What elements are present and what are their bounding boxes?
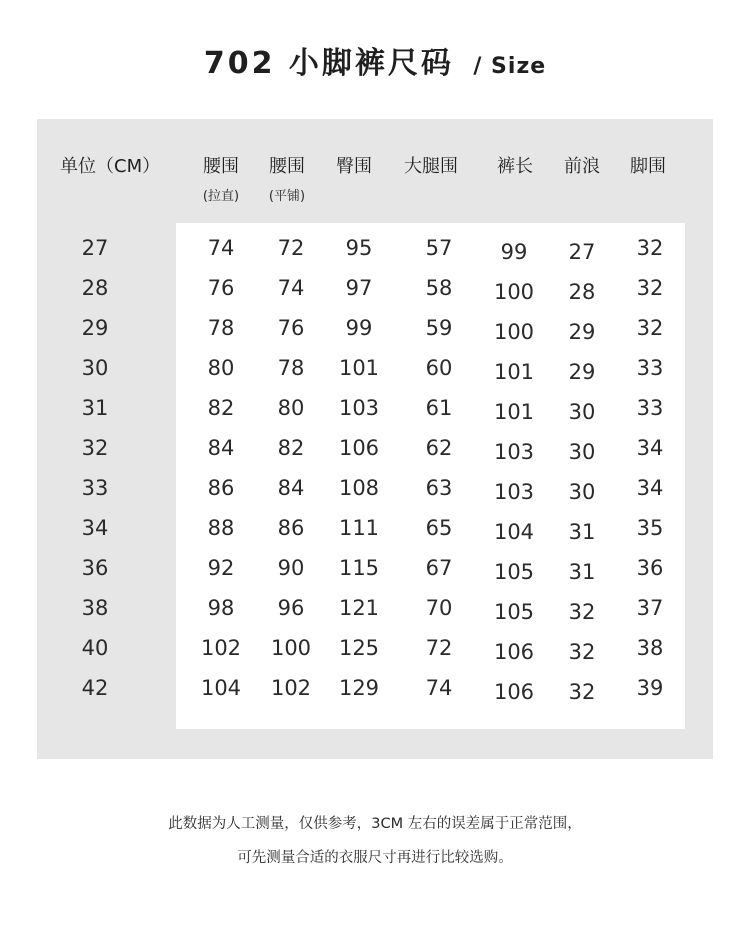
table-row: [0, 236, 750, 276]
cell-front-rise: 32: [568, 680, 596, 704]
cell-leg-opening: 33: [636, 396, 664, 420]
cell-hip: 99: [345, 316, 373, 340]
title-size: / Size: [473, 54, 547, 79]
cell-leg-opening: 39: [636, 676, 664, 700]
cell-length: 105: [493, 560, 535, 584]
cell-hip: 97: [345, 276, 373, 300]
table-row: [0, 396, 750, 436]
cell-length: 103: [493, 440, 535, 464]
cell-thigh: 59: [425, 316, 453, 340]
cell-length: 99: [500, 240, 528, 264]
cell-thigh: 67: [425, 556, 453, 580]
cell-waist-stretched: 98: [207, 596, 235, 620]
header-front-rise: 前浪: [564, 156, 600, 177]
cell-waist-stretched: 104: [200, 676, 242, 700]
cell-front-rise: 28: [568, 280, 596, 304]
cell-thigh: 62: [425, 436, 453, 460]
table-row: [0, 436, 750, 476]
cell-hip: 108: [338, 476, 380, 500]
cell-front-rise: 31: [568, 520, 596, 544]
cell-waist-flat: 76: [277, 316, 305, 340]
cell-waist-stretched: 82: [207, 396, 235, 420]
cell-size: 32: [81, 436, 109, 460]
table-row: [0, 596, 750, 636]
cell-leg-opening: 36: [636, 556, 664, 580]
cell-waist-stretched: 88: [207, 516, 235, 540]
cell-waist-flat: 82: [277, 436, 305, 460]
cell-length: 101: [493, 360, 535, 384]
cell-size: 33: [81, 476, 109, 500]
table-row: [0, 516, 750, 556]
cell-front-rise: 29: [568, 320, 596, 344]
cell-hip: 111: [338, 516, 380, 540]
cell-length: 105: [493, 600, 535, 624]
cell-size: 29: [81, 316, 109, 340]
cell-leg-opening: 34: [636, 436, 664, 460]
cell-front-rise: 32: [568, 640, 596, 664]
cell-length: 101: [493, 400, 535, 424]
cell-front-rise: 30: [568, 400, 596, 424]
cell-waist-flat: 90: [277, 556, 305, 580]
cell-front-rise: 29: [568, 360, 596, 384]
cell-thigh: 70: [425, 596, 453, 620]
cell-hip: 115: [338, 556, 380, 580]
cell-size: 28: [81, 276, 109, 300]
cell-waist-flat: 100: [270, 636, 312, 660]
table-row: [0, 556, 750, 596]
header-waist-flat: 腰围: [269, 156, 305, 177]
cell-waist-flat: 72: [277, 236, 305, 260]
cell-length: 100: [493, 280, 535, 304]
header-unit: 单位（CM）: [60, 156, 161, 177]
cell-thigh: 74: [425, 676, 453, 700]
cell-leg-opening: 33: [636, 356, 664, 380]
cell-front-rise: 27: [568, 240, 596, 264]
table-row: [0, 476, 750, 516]
cell-length: 100: [493, 320, 535, 344]
cell-waist-flat: 80: [277, 396, 305, 420]
cell-front-rise: 32: [568, 600, 596, 624]
cell-size: 42: [81, 676, 109, 700]
header-waist-stretched-sub: (拉直): [202, 189, 240, 204]
cell-waist-flat: 74: [277, 276, 305, 300]
cell-size: 38: [81, 596, 109, 620]
cell-waist-flat: 86: [277, 516, 305, 540]
header-leg-opening: 脚围: [630, 156, 666, 177]
cell-waist-stretched: 86: [207, 476, 235, 500]
cell-hip: 129: [338, 676, 380, 700]
cell-hip: 95: [345, 236, 373, 260]
cell-waist-stretched: 74: [207, 236, 235, 260]
cell-length: 104: [493, 520, 535, 544]
cell-waist-flat: 96: [277, 596, 305, 620]
cell-waist-stretched: 78: [207, 316, 235, 340]
table-row: [0, 636, 750, 676]
disclaimer-line-2: 可先测量合适的衣服尺寸再进行比较选购。: [237, 850, 513, 866]
cell-leg-opening: 38: [636, 636, 664, 660]
cell-leg-opening: 35: [636, 516, 664, 540]
header-length: 裤长: [497, 156, 533, 177]
disclaimer-line-1: 此数据为人工测量，仅供参考，3CM 左右的误差属于正常范围，: [168, 816, 582, 832]
cell-waist-stretched: 84: [207, 436, 235, 460]
cell-leg-opening: 32: [636, 236, 664, 260]
header-thigh: 大腿围: [404, 156, 458, 177]
cell-length: 106: [493, 680, 535, 704]
cell-hip: 101: [338, 356, 380, 380]
table-row: [0, 676, 750, 716]
cell-thigh: 57: [425, 236, 453, 260]
cell-leg-opening: 32: [636, 316, 664, 340]
cell-thigh: 58: [425, 276, 453, 300]
cell-hip: 103: [338, 396, 380, 420]
cell-waist-stretched: 92: [207, 556, 235, 580]
cell-waist-flat: 84: [277, 476, 305, 500]
title-main: 702 小脚裤尺码: [203, 46, 454, 81]
cell-front-rise: 30: [568, 440, 596, 464]
cell-thigh: 61: [425, 396, 453, 420]
cell-thigh: 63: [425, 476, 453, 500]
cell-front-rise: 30: [568, 480, 596, 504]
page-title: [0, 38, 750, 82]
cell-thigh: 72: [425, 636, 453, 660]
cell-thigh: 60: [425, 356, 453, 380]
cell-hip: 106: [338, 436, 380, 460]
cell-waist-stretched: 80: [207, 356, 235, 380]
header-waist-stretched: 腰围: [203, 156, 239, 177]
table-row: [0, 316, 750, 356]
cell-waist-flat: 102: [270, 676, 312, 700]
header-waist-flat-sub: (平铺): [268, 189, 306, 204]
size-chart-rows: [0, 236, 750, 716]
table-row: [0, 356, 750, 396]
cell-leg-opening: 34: [636, 476, 664, 500]
cell-size: 34: [81, 516, 109, 540]
cell-waist-flat: 78: [277, 356, 305, 380]
cell-size: 36: [81, 556, 109, 580]
cell-length: 103: [493, 480, 535, 504]
cell-leg-opening: 32: [636, 276, 664, 300]
cell-front-rise: 31: [568, 560, 596, 584]
table-row: [0, 276, 750, 316]
cell-size: 40: [81, 636, 109, 660]
cell-waist-stretched: 76: [207, 276, 235, 300]
cell-hip: 125: [338, 636, 380, 660]
cell-size: 31: [81, 396, 109, 420]
cell-thigh: 65: [425, 516, 453, 540]
cell-size: 27: [81, 236, 109, 260]
cell-hip: 121: [338, 596, 380, 620]
cell-waist-stretched: 102: [200, 636, 242, 660]
cell-leg-opening: 37: [636, 596, 664, 620]
cell-length: 106: [493, 640, 535, 664]
header-hip: 臀围: [336, 156, 372, 177]
cell-size: 30: [81, 356, 109, 380]
